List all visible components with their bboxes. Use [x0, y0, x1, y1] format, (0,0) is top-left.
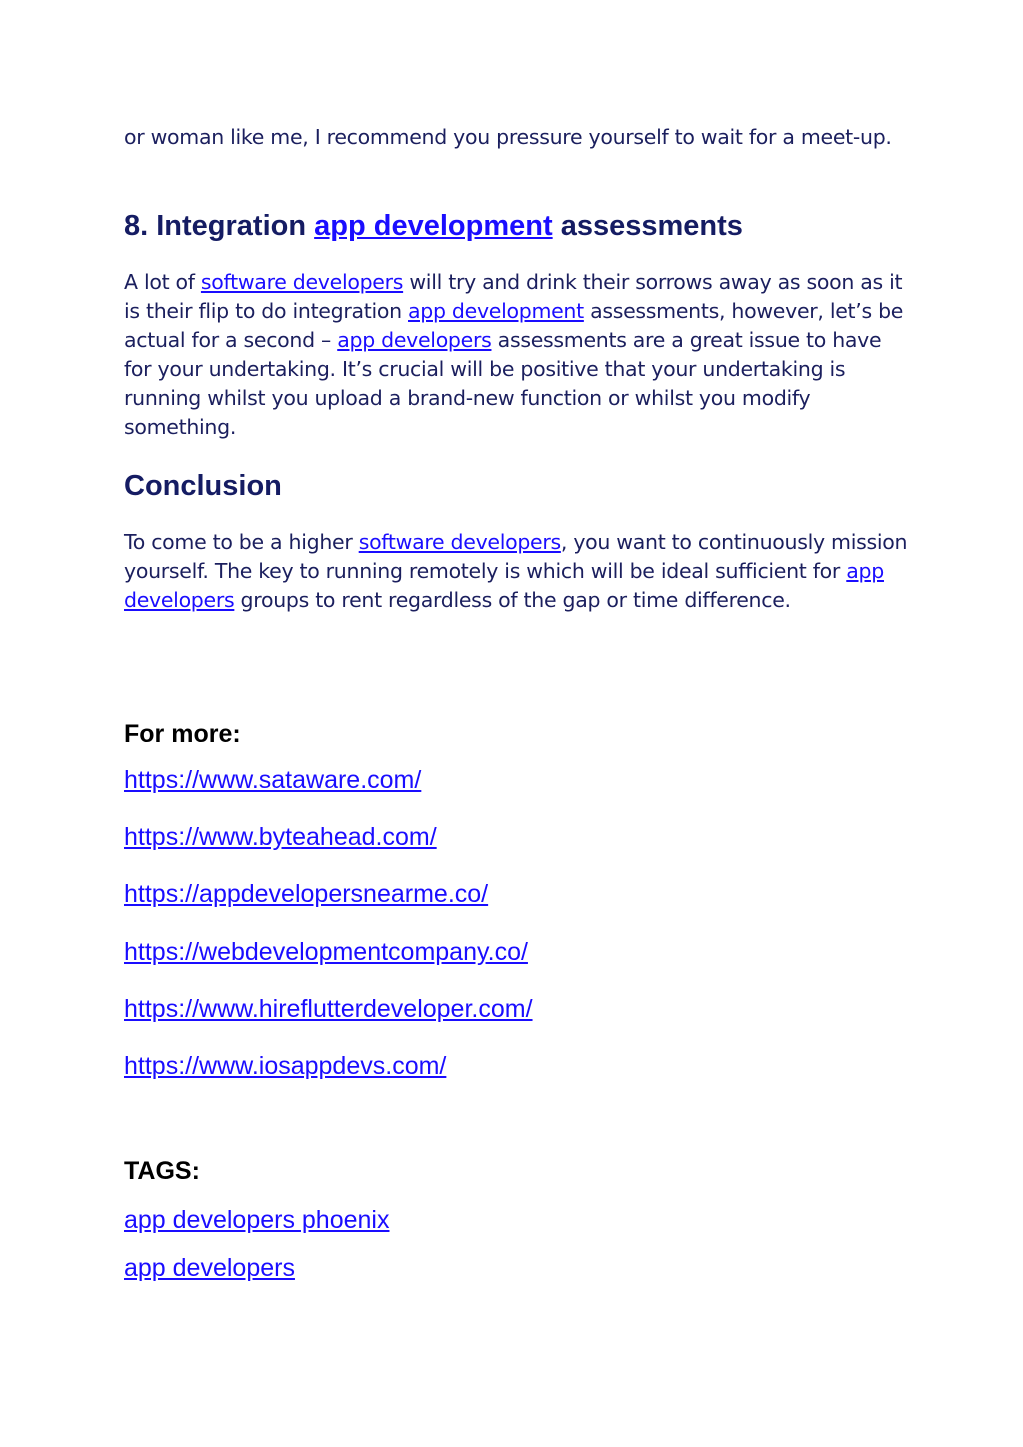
- app-developers-link[interactable]: app developers: [337, 328, 492, 352]
- section-8-heading-prefix: 8. Integration: [124, 210, 315, 242]
- hireflutterdeveloper-link[interactable]: https://www.hireflutterdeveloper.com/: [124, 995, 533, 1023]
- appdevelopersnearme-link[interactable]: https://appdevelopersnearme.co/: [124, 880, 489, 908]
- for-more-label: For more:: [124, 720, 241, 748]
- sataware-link[interactable]: https://www.sataware.com/: [124, 766, 422, 794]
- section-8-text-c: assessments, however, let’s be actual for a second –: [124, 299, 904, 352]
- intro-paragraph: or woman like me, I recommend you pressure yourself to wait for a meet-up.: [124, 125, 892, 149]
- software-developers-link[interactable]: software developers: [200, 270, 404, 294]
- conclusion-text-b: , you want to continuously mission yourself. The key to running remotely is which will be ideal sufficient for: [124, 530, 908, 583]
- webdevelopmentcompany-link[interactable]: https://webdevelopmentcompany.co/: [124, 938, 528, 966]
- conclusion-text-c: groups to rent regardless of the gap or time difference.: [234, 588, 791, 612]
- section-8-text-d: assessments are a great issue to have for your undertaking. It’s crucial will be positive that your undertaking is running whilst you upload a brand-new function or whilst you modify something.: [124, 328, 882, 439]
- section-8-text-a: A lot of: [124, 270, 201, 294]
- byteahead-link[interactable]: https://www.byteahead.com/: [124, 823, 437, 851]
- conclusion-software-developers-link[interactable]: software developers: [358, 530, 561, 554]
- tags-label: TAGS:: [124, 1157, 200, 1185]
- app-development-link[interactable]: app development: [408, 299, 584, 323]
- iosappdevs-link[interactable]: https://www.iosappdevs.com/: [124, 1052, 447, 1080]
- section-8-text-b: will try and drink their sorrows away as soon as it is their flip to do integration: [124, 270, 903, 323]
- section-8-paragraph: [124, 268, 914, 442]
- tag-app-developers[interactable]: app developers: [124, 1254, 295, 1282]
- conclusion-heading: Conclusion: [124, 470, 282, 502]
- conclusion-app-developers-link[interactable]: app developers: [124, 559, 884, 612]
- section-8-heading: [124, 209, 914, 243]
- tag-app-developers-phoenix[interactable]: app developers phoenix: [124, 1206, 390, 1234]
- conclusion-text-a: To come to be a higher: [124, 530, 359, 554]
- section-8-heading-link[interactable]: app development: [314, 210, 553, 242]
- section-8-heading-suffix: assessments: [552, 210, 743, 242]
- conclusion-paragraph: [124, 528, 914, 615]
